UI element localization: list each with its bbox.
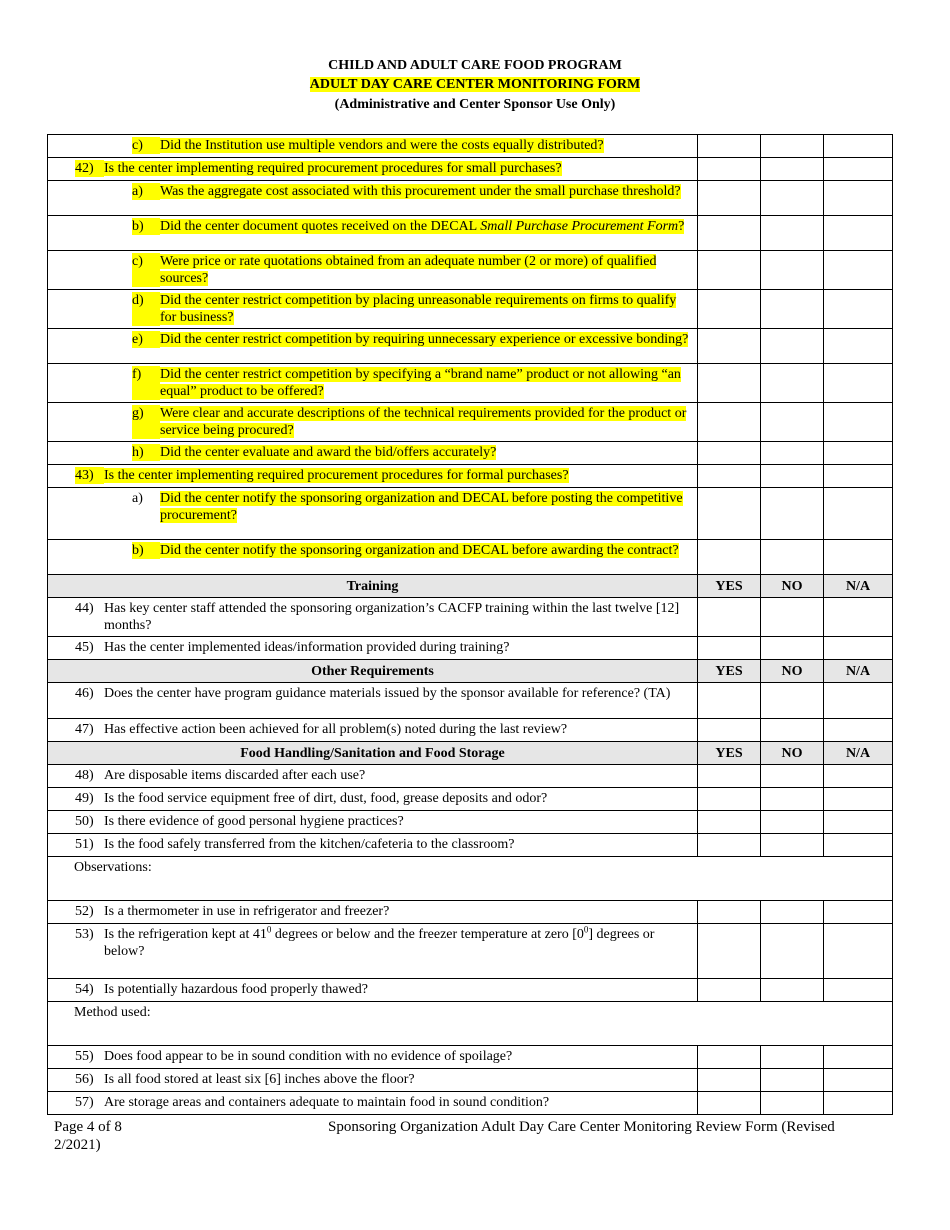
footer-page-number (54, 1118, 122, 1154)
question-text: Did the Institution use multiple vendors and were the costs equally distributed? (160, 138, 604, 153)
na-cell[interactable] (824, 1046, 893, 1069)
question-row-43b (48, 540, 893, 575)
na-cell[interactable] (824, 834, 893, 857)
no-cell[interactable] (761, 979, 824, 1002)
question-text: Is a thermometer in use in refrigerator and freezer? (104, 904, 390, 919)
no-cell[interactable] (761, 901, 824, 924)
no-cell[interactable] (761, 719, 824, 742)
question-row-43a (48, 488, 893, 540)
no-cell[interactable] (761, 924, 824, 979)
na-column-header: N/A (824, 742, 893, 765)
question-text: Are storage areas and containers adequate to maintain food in sound condition? (104, 1095, 550, 1110)
na-cell[interactable] (824, 540, 893, 575)
question-text: Did the center restrict competition by placing unreasonable requirements on firms to qualify for business? (160, 293, 677, 325)
yes-cell[interactable] (698, 834, 761, 857)
question-text: Did the center document quotes received on the DECAL Small Purchase Procurement Form? (160, 219, 685, 234)
yes-cell[interactable] (698, 598, 761, 637)
question-text: Is all food stored at least six [6] inches above the floor? (104, 1072, 415, 1087)
question-row-55 (48, 1046, 893, 1069)
question-row-42d (48, 290, 893, 329)
question-number: 52) (75, 904, 94, 919)
question-row-46 (48, 683, 893, 719)
na-cell[interactable] (824, 251, 893, 290)
question-text: Is potentially hazardous food properly thawed? (104, 982, 368, 997)
question-number: 55) (75, 1049, 94, 1064)
question-row-52 (48, 901, 893, 924)
question-number: 45) (75, 640, 94, 655)
yes-cell[interactable] (698, 811, 761, 834)
na-column-header: N/A (824, 575, 893, 598)
question-text: Were clear and accurate descriptions of the technical requirements provided for the product or service being procured? (160, 406, 687, 438)
question-row-51 (48, 834, 893, 857)
question-number: 56) (75, 1072, 94, 1087)
question-number: 46) (75, 686, 94, 701)
question-text: Did the center evaluate and award the bid/offers accurately? (160, 445, 497, 460)
no-column-header: NO (761, 575, 824, 598)
na-cell[interactable] (824, 403, 893, 442)
no-cell[interactable] (761, 442, 824, 465)
section-header-training (48, 575, 893, 598)
no-cell[interactable] (761, 488, 824, 540)
question-text: Has the center implemented ideas/information provided during training? (104, 640, 510, 655)
yes-cell[interactable] (698, 403, 761, 442)
section-title: Training (48, 575, 698, 598)
yes-cell[interactable] (698, 924, 761, 979)
no-cell[interactable] (761, 290, 824, 329)
question-number: 50) (75, 814, 94, 829)
na-cell[interactable] (824, 135, 893, 158)
yes-cell[interactable] (698, 465, 761, 488)
method-used-label: Method used: (74, 1005, 151, 1020)
question-text: Were price or rate quotations obtained from an adequate number (2 or more) of qualified sources? (160, 254, 657, 286)
yes-cell[interactable] (698, 251, 761, 290)
question-row-42 (48, 158, 893, 181)
no-cell[interactable] (761, 158, 824, 181)
section-header-other-requirements (48, 660, 893, 683)
question-number: 43) (75, 467, 104, 484)
yes-cell[interactable] (698, 979, 761, 1002)
question-row-50 (48, 811, 893, 834)
question-text: Is there evidence of good personal hygiene practices? (104, 814, 404, 829)
sub-letter: c) (132, 253, 160, 287)
yes-cell[interactable] (698, 637, 761, 660)
yes-cell[interactable] (698, 442, 761, 465)
question-text: Is the center implementing required procurement procedures for formal purchases? (104, 468, 569, 483)
yes-column-header: YES (698, 742, 761, 765)
no-cell[interactable] (761, 683, 824, 719)
na-cell[interactable] (824, 329, 893, 364)
question-number: 42) (75, 160, 104, 177)
sub-letter: c) (132, 137, 160, 154)
question-text: Was the aggregate cost associated with this procurement under the small purchase threshold? (160, 184, 681, 199)
observations-row (48, 857, 893, 901)
footer-form-title: Sponsoring Organization Adult Day Care Center Monitoring Review Form (Revised (328, 1119, 835, 1135)
no-cell[interactable] (761, 598, 824, 637)
question-row-42b (48, 216, 893, 251)
yes-cell[interactable] (698, 719, 761, 742)
na-cell[interactable] (824, 979, 893, 1002)
na-cell[interactable] (824, 442, 893, 465)
no-cell[interactable] (761, 465, 824, 488)
yes-cell[interactable] (698, 1069, 761, 1092)
form-name-italic: Small Purchase Procurement Form (480, 219, 679, 234)
no-cell[interactable] (761, 403, 824, 442)
question-row-49 (48, 788, 893, 811)
no-cell[interactable] (761, 329, 824, 364)
question-row-42g (48, 403, 893, 442)
na-cell[interactable] (824, 901, 893, 924)
question-row-44 (48, 598, 893, 637)
question-text: Did the center notify the sponsoring organization and DECAL before posting the competitive procurement? (160, 491, 683, 523)
yes-cell[interactable] (698, 1092, 761, 1115)
question-row-48 (48, 765, 893, 788)
yes-cell[interactable] (698, 135, 761, 158)
form-program-title: CHILD AND ADULT CARE FOOD PROGRAM (328, 58, 622, 73)
na-cell[interactable] (824, 158, 893, 181)
question-text: Does the center have program guidance materials issued by the sponsor available for reference? (TA) (104, 686, 671, 701)
yes-cell[interactable] (698, 488, 761, 540)
na-cell[interactable] (824, 216, 893, 251)
question-text: Did the center restrict competition by requiring unnecessary experience or excessive bonding? (160, 332, 689, 347)
no-cell[interactable] (761, 1069, 824, 1092)
na-cell[interactable] (824, 924, 893, 979)
no-cell[interactable] (761, 834, 824, 857)
na-cell[interactable] (824, 811, 893, 834)
sub-letter: g) (132, 405, 160, 439)
question-row-56 (48, 1069, 893, 1092)
monitoring-checklist-table (47, 134, 893, 1115)
yes-cell[interactable] (698, 329, 761, 364)
question-number: 48) (75, 768, 94, 783)
section-title: Other Requirements (48, 660, 698, 683)
na-cell[interactable] (824, 683, 893, 719)
no-column-header: NO (761, 742, 824, 765)
section-header-food-handling (48, 742, 893, 765)
no-cell[interactable] (761, 135, 824, 158)
na-cell[interactable] (824, 598, 893, 637)
yes-cell[interactable] (698, 181, 761, 216)
yes-cell[interactable] (698, 158, 761, 181)
no-cell[interactable] (761, 251, 824, 290)
yes-cell[interactable] (698, 540, 761, 575)
question-number: 53) (75, 927, 94, 942)
question-number: 54) (75, 982, 94, 997)
yes-cell[interactable] (698, 1046, 761, 1069)
question-text: Is the refrigeration kept at $41^0$ degrees or below and the freezer temperature at zero $[0^0]$ degrees or below? (104, 924, 655, 959)
question-text: Has effective action been achieved for all problem(s) noted during the last review? (104, 722, 568, 737)
question-text: Has key center staff attended the sponsoring organization’s CACFP training within the last twelve [12] months? (104, 601, 680, 633)
yes-column-header: YES (698, 575, 761, 598)
form-title (0, 77, 950, 93)
na-cell[interactable] (824, 1069, 893, 1092)
question-number: 57) (75, 1095, 94, 1110)
na-cell[interactable] (824, 1092, 893, 1115)
no-cell[interactable] (761, 637, 824, 660)
no-cell[interactable] (761, 216, 824, 251)
question-row-43 (48, 465, 893, 488)
no-cell[interactable] (761, 788, 824, 811)
sub-letter: d) (132, 292, 160, 326)
no-column-header: NO (761, 660, 824, 683)
yes-column-header: YES (698, 660, 761, 683)
question-text: Did the center notify the sponsoring organization and DECAL before awarding the contract? (160, 543, 679, 558)
question-row-53 (48, 924, 893, 979)
sub-letter: e) (132, 331, 160, 348)
na-column-header: N/A (824, 660, 893, 683)
na-cell[interactable] (824, 765, 893, 788)
yes-cell[interactable] (698, 216, 761, 251)
question-number: 44) (75, 601, 94, 616)
question-row-42c (48, 251, 893, 290)
question-text: Are disposable items discarded after each use? (104, 768, 366, 783)
question-row-42e (48, 329, 893, 364)
sub-letter: h) (132, 444, 160, 461)
question-row-45 (48, 637, 893, 660)
question-text: Did the center restrict competition by specifying a “brand name” product or not allowing “an equal” product to be offered? (160, 367, 681, 399)
question-number: 49) (75, 791, 94, 806)
na-cell[interactable] (824, 181, 893, 216)
sub-letter: f) (132, 366, 160, 400)
question-text: Does food appear to be in sound condition with no evidence of spoilage? (104, 1049, 513, 1064)
yes-cell[interactable] (698, 683, 761, 719)
no-cell[interactable] (761, 540, 824, 575)
revision-date: 2/2021) (54, 1137, 101, 1153)
question-row-47 (48, 719, 893, 742)
no-cell[interactable] (761, 1092, 824, 1115)
method-used-field[interactable] (48, 1002, 893, 1046)
question-text: Is the food safely transferred from the kitchen/cafeteria to the classroom? (104, 837, 515, 852)
question-number: 47) (75, 722, 94, 737)
page-number: Page 4 of 8 (54, 1119, 122, 1135)
sub-letter: a) (132, 183, 160, 200)
sub-letter: a) (132, 491, 143, 506)
observations-label: Observations: (74, 860, 152, 875)
form-usage-note: (Administrative and Center Sponsor Use Only) (334, 97, 616, 112)
form-title-text: ADULT DAY CARE CENTER MONITORING FORM (309, 77, 641, 92)
sub-letter: b) (132, 218, 160, 235)
question-text: Is the food service equipment free of dirt, dust, food, grease deposits and odor? (104, 791, 548, 806)
observations-field[interactable] (48, 857, 893, 901)
na-cell[interactable] (824, 719, 893, 742)
na-cell[interactable] (824, 465, 893, 488)
question-number: 51) (75, 837, 94, 852)
question-row-41c (48, 135, 893, 158)
question-text: Is the center implementing required procurement procedures for small purchases? (104, 161, 562, 176)
method-used-row (48, 1002, 893, 1046)
question-row-54 (48, 979, 893, 1002)
sub-letter: b) (132, 542, 160, 559)
yes-cell[interactable] (698, 290, 761, 329)
yes-cell[interactable] (698, 901, 761, 924)
no-cell[interactable] (761, 765, 824, 788)
yes-cell[interactable] (698, 788, 761, 811)
question-row-42h (48, 442, 893, 465)
na-cell[interactable] (824, 290, 893, 329)
section-title: Food Handling/Sanitation and Food Storage (48, 742, 698, 765)
no-cell[interactable] (761, 364, 824, 403)
no-cell[interactable] (761, 1046, 824, 1069)
na-cell[interactable] (824, 488, 893, 540)
no-cell[interactable] (761, 811, 824, 834)
no-cell[interactable] (761, 181, 824, 216)
na-cell[interactable] (824, 364, 893, 403)
question-row-42f (48, 364, 893, 403)
na-cell[interactable] (824, 637, 893, 660)
question-row-57 (48, 1092, 893, 1115)
na-cell[interactable] (824, 788, 893, 811)
question-row-42a (48, 181, 893, 216)
yes-cell[interactable] (698, 765, 761, 788)
yes-cell[interactable] (698, 364, 761, 403)
